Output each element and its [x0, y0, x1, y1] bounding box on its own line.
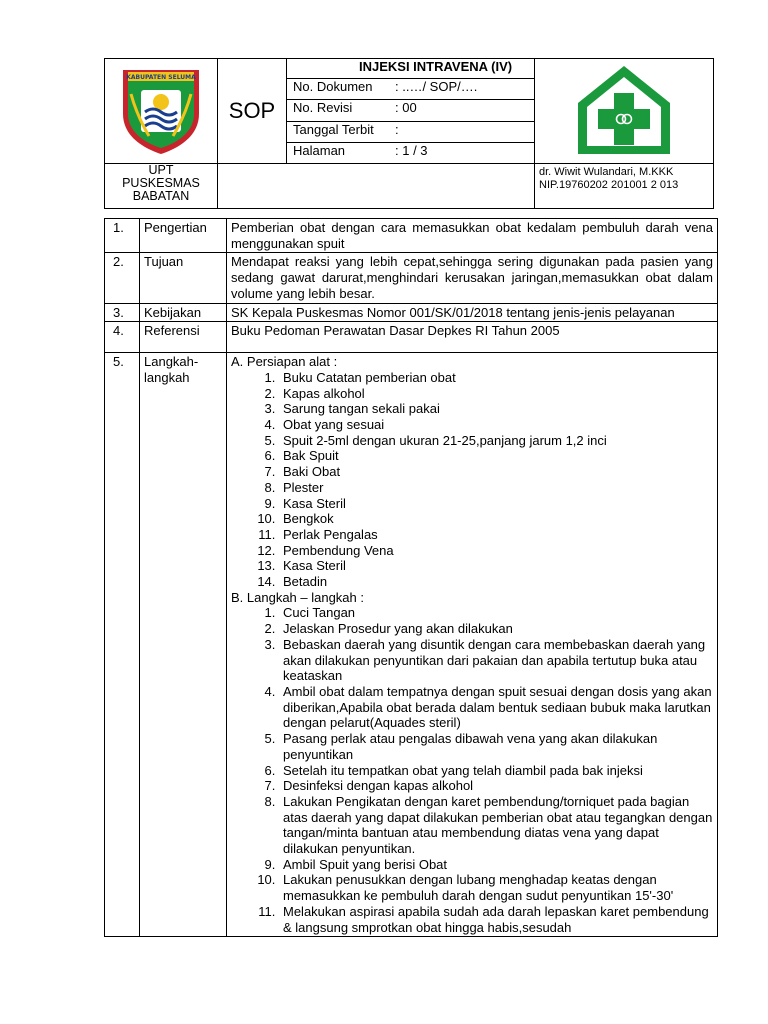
meta-page: Halaman : 1 / 3: [287, 142, 535, 163]
list-item: 1. Buku Catatan pemberian obat: [279, 370, 713, 386]
list-item: 9. Kasa Steril: [279, 496, 713, 512]
signatory-name: dr. Wiwit Wulandari, M.KKK: [539, 166, 674, 178]
list-item: 13. Kasa Steril: [279, 558, 713, 574]
list-item: 11. Melakukan aspirasi apabila sudah ada darah lepaskan karet pembendung & langsung smprotkan obat hingga habis,sesudah: [279, 904, 713, 935]
list-item: 8. Plester: [279, 480, 713, 496]
sop-label: SOP: [218, 59, 287, 164]
section-b-heading: B. Langkah – langkah :: [231, 589, 364, 605]
steps-list: [231, 605, 713, 935]
row-referensi: 4. Referensi Buku Pedoman Perawatan Dasar Depkes RI Tahun 2005: [105, 322, 718, 353]
organization-name: UPT PUSKESMAS BABATAN: [105, 164, 218, 209]
procedure-content: [227, 353, 718, 937]
list-item: 5. Spuit 2-5ml dengan ukuran 21-25,panjang jarum 1,2 inci: [279, 433, 713, 449]
section-a-heading: A. Persiapan alat :: [231, 354, 338, 370]
list-item: 6. Setelah itu tempatkan obat yang telah diambil pada bak injeksi: [279, 763, 713, 779]
list-item: 3. Bebaskan daerah yang disuntik dengan cara membebaskan daerah yang akan dilakukan penyuntikan dari pakaian dan apabila tertutup buka atau keataskan: [279, 637, 713, 684]
tools-list: [231, 370, 713, 590]
list-item: 10. Bengkok: [279, 511, 713, 527]
row-langkah: 5. Langkah-langkah A. Persiapan alat : 1. Buku Catatan pemberian obat 2. Kapas alkohol 3. Sarung tangan sekali pakai 4. Obat yang sesuai 5. Spuit 2-5ml dengan ukuran 21-25,panjang jarum 1,2 inci 6. Bak Spuit 7. Baki Obat 8. Plester 9. Kasa Steril 10. Bengkok 11. Perlak Pengalas 12. Pembendung Vena 13. Kasa Steril 14. Betadin B. Langkah – langkah : 1. Cuci Tangan 2. Jelaskan Prosedur yang akan dilakukan 3. Bebaskan daerah yang disuntik dengan cara membebaskan daerah yang akan dilakukan penyuntikan dari pakaian dan apabila tertutup buka atau keataskan 4. Ambil obat dalam tempatnya dengan spuit sesuai dengan dosis yang akan diberikan,Apabila obat berada dalam bentuk sediaan bubuk maka larutkan dengan pelarut(Aquades steril) 5. Pasang perlak atau pengalas dibawah vena yang akan dilakukan penyuntikan 6. Setelah itu tempatkan obat yang telah diambil pada bak injeksi 7. Desinfeksi dengan kapas alkohol 8. Lakukan Pengikatan dengan karet pembendung/torniquet pada bagian atas daerah yang dapat dilakukan pemberian obat atau tegangkan dengan tangan/minta bantuan atau membendung diatas vena yang dapat dilakukan penyuntikan. 9. Ambil Spuit yang berisi Obat 10. Lakukan penusukkan dengan lubang menghadap keatas dengan memasukkan ke pembuluh darah dengan sudut penyuntikan 15'-30' 11. Melakukan aspirasi apabila sudah ada darah lepaskan karet pembendung & langsung smprotkan obat hingga habis,sesudah: [105, 353, 718, 937]
list-item: 6. Bak Spuit: [279, 448, 713, 464]
list-item: 14. Betadin: [279, 574, 713, 590]
district-emblem-icon: [115, 64, 207, 156]
row-kebijakan: 3. Kebijakan SK Kepala Puskesmas Nomor 001/SK/01/2018 tentang jenis-jenis pelayanan: [105, 303, 718, 322]
list-item: 2. Jelaskan Prosedur yang akan dilakukan: [279, 621, 713, 637]
puskesmas-logo-cell: [535, 59, 714, 164]
row-pengertian: 1. Pengertian Pemberian obat dengan cara memasukkan obat kedalam pembuluh darah vena menggunakan spuit: [105, 219, 718, 253]
list-item: 8. Lakukan Pengikatan dengan karet pembendung/torniquet pada bagian atas daerah yang dapat dilakukan pemberian obat atau tegangkan dengan tangan/minta bantuan atau membendung diatas vena yang dapat dilakukan penyuntikan.: [279, 794, 713, 857]
svg-text:KABUPATEN SELUMA: KABUPATEN SELUMA: [126, 73, 196, 81]
sop-content-table: [104, 218, 718, 937]
meta-issue-date: Tanggal Terbit :: [287, 121, 535, 142]
sop-header-table: [104, 58, 714, 209]
puskesmas-emblem-icon: [575, 63, 673, 157]
empty-signature-area: [218, 164, 535, 209]
list-item: 2. Kapas alkohol: [279, 386, 713, 402]
row-tujuan: 2. Tujuan Mendapat reaksi yang lebih cepat,sehingga sering digunakan pada pasien yang sedang gawat darurat,menghindari kerusakan jaringan,memasukkan obat dalam volume yang lebih besar.: [105, 253, 718, 303]
signatory-nip: NIP.19760202 201001 2 013: [539, 179, 679, 191]
list-item: 12. Pembendung Vena: [279, 543, 713, 559]
list-item: 1. Cuci Tangan: [279, 605, 713, 621]
meta-document-number: No. Dokumen : ..…/ SOP/….: [287, 79, 535, 100]
signatory-block: [535, 164, 714, 209]
list-item: 5. Pasang perlak atau pengalas dibawah vena yang akan dilakukan penyuntikan: [279, 731, 713, 762]
list-item: 9. Ambil Spuit yang berisi Obat: [279, 857, 713, 873]
document-title: INJEKSI INTRAVENA (IV): [287, 59, 535, 79]
meta-revision: No. Revisi : 00: [287, 100, 535, 121]
list-item: 11. Perlak Pengalas: [279, 527, 713, 543]
list-item: 4. Ambil obat dalam tempatnya dengan spuit sesuai dengan dosis yang akan diberikan,Apabila obat berada dalam bentuk sediaan bubuk maka larutkan dengan pelarut(Aquades steril): [279, 684, 713, 731]
list-item: 7. Desinfeksi dengan kapas alkohol: [279, 778, 713, 794]
district-logo-cell: [105, 59, 218, 164]
list-item: 3. Sarung tangan sekali pakai: [279, 401, 713, 417]
list-item: 4. Obat yang sesuai: [279, 417, 713, 433]
list-item: 7. Baki Obat: [279, 464, 713, 480]
list-item: 10. Lakukan penusukkan dengan lubang menghadap keatas dengan memasukkan ke pembuluh darah dengan sudut penyuntikan 15'-30': [279, 872, 713, 903]
